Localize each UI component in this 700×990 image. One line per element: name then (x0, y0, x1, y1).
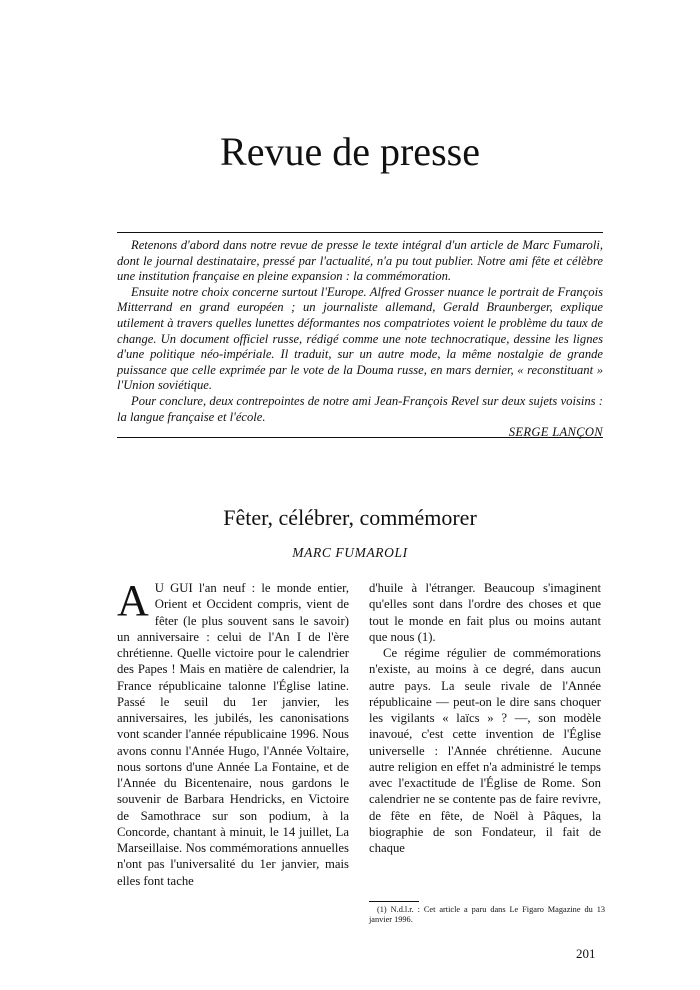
top-divider (117, 232, 603, 233)
right-column (369, 580, 601, 856)
right-paragraph: Ce régime régulier de commémorations n'existe, au moins à ce degré, dans aucun autre pays. La seule rivale de l'Année républicaine — peut-on le dire sans choquer les vigilants « laïcs » ? —, son modèle inavoué, c'est cette invention de l'Église universelle : l'Année chrétienne. Aucune autre religion en effet n'a administré le temps avec l'exactitude de l'Église de Rome. Son calendrier ne se contente pas de faire revivre, de fête en fête, de Noël à Pâques, la biographie de son Fondateur, il fait de chaque (369, 646, 601, 855)
right-paragraph: d'huile à l'étranger. Beaucoup s'imaginent qu'elles sont dans l'ordre des choses et que tout le monde en fait plus ou moins autant que nous (1). (369, 581, 601, 644)
intro-signature: SERGE LANÇON (508, 425, 603, 440)
intro-block (117, 238, 603, 441)
footnote-divider (369, 901, 419, 902)
bottom-divider (117, 437, 603, 438)
intro-paragraph: Retenons d'abord dans notre revue de presse le texte intégral d'un article de Marc Fumaroli, dont le journal destinataire, pressé par l'actualité, n'a pu tout publier. Notre ami fête et célèbre une institution française en pleine expansion : la commémoration. (117, 238, 603, 284)
article-author: MARC FUMAROLI (292, 545, 408, 560)
page-title: Revue de presse (220, 129, 480, 174)
intro-paragraph: Ensuite notre choix concerne surtout l'Europe. Alfred Grosser nuance le portrait de François Mitterrand en grand européen ; un journaliste allemand, Gerald Braunberger, explique utilement à travers quelles lunettes déformantes nos compatriotes voient le problème du taux de change. Un document officiel russe, rédigé comme une note technocratique, dessine les lignes d'une politique néo-impériale. Il traduit, sur un autre mode, la même nostalgie de grande puissance que celle exprimée par le vote de la Douma russe, en mars dernier, « reconstituant » l'Union soviétique. (117, 284, 603, 393)
left-column-text: U GUI l'an neuf : le monde entier, Orient et Occident compris, vient de fêter (le plus souvent sans le savoir) un anniversaire : celui de l'An I de l'ère chrétienne. Quelle victoire pour le calendrier des Papes ! Mais en matière de calendrier, la France républicaine talonne l'Église latine. Passé le seuil du 1er janvier, les anniversaires, les jubilés, les canonisations vont scander l'année républicaine 1996. Nous avons connu l'Année Hugo, l'Année Voltaire, nous sortons d'une Année La Fontaine, et de l'Année du Bicentenaire, nous gardons le souvenir de Barbara Hendricks, en Victoire de Samothrace sur son podium, à la Concorde, chantant à minuit, le 14 juillet, La Marseillaise. Nos commémorations annuelles n'ont pas l'universalité du 1er janvier, mais elles font tache (117, 581, 349, 888)
left-column (117, 576, 349, 889)
intro-paragraph: Pour conclure, deux contrepointes de notre ami Jean-François Revel sur deux sujets voisins : la langue française et l'école. (117, 393, 603, 424)
article-title: Fêter, célébrer, commémorer (223, 505, 477, 530)
left-paragraph (117, 576, 349, 889)
drop-cap: A (117, 576, 149, 625)
page-number: 201 (576, 946, 596, 961)
footnote: (1) N.d.l.r. : Cet article a paru dans Le Figaro Magazine du 13 janvier 1996. (369, 905, 605, 924)
